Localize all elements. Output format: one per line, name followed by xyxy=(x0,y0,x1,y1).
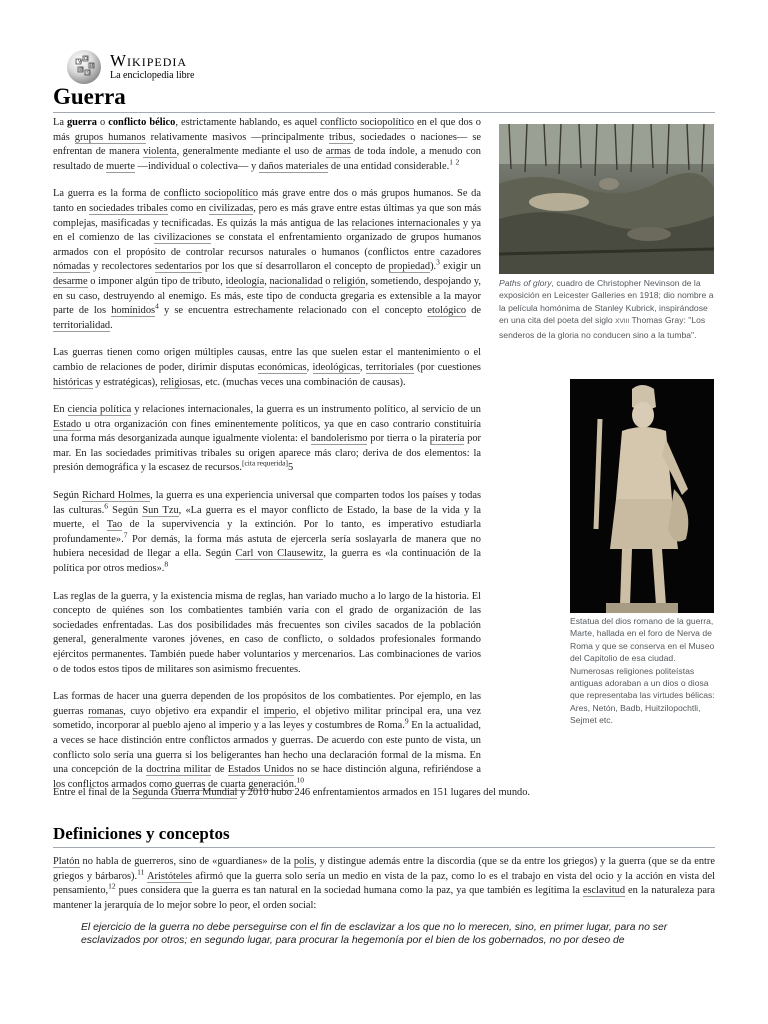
text-run: , el objetivo militar principal era, una vez sometido, incorporar al pueblo ajeno al imperio y a las leyes y costumbres de Roma. xyxy=(53,705,481,732)
text-run: de xyxy=(211,764,228,776)
text-run: y relaciones internacionales, la guerra es un instrumento político, al servicio de un xyxy=(131,404,481,416)
text-run: afirmó que la guerra solo sería un medio en vista de la paz, como lo es el trabajo en vista del ocio y la acción en vista del pensamiento, xyxy=(53,870,716,897)
intro-paragraph xyxy=(53,187,481,333)
intro-paragraph xyxy=(53,403,481,476)
article-link[interactable]: Carl von Clausewitz xyxy=(235,548,324,560)
article-link[interactable]: sedentarios xyxy=(155,261,202,273)
text-run: no se hace distinción alguna, refiriéndose a los conflictos armados como xyxy=(53,764,481,790)
reference-link[interactable]: 4 xyxy=(155,301,159,311)
text-run: En la actualidad, a veces se hace distinción entre conflictos armados y guerras. De acuerdo con este punto de vista, un conflicto solo sería una guerra si los beligerantes han hecho una declaración formal de la misma. En una concepción de la xyxy=(53,720,481,776)
text-run: , xyxy=(306,361,313,373)
article-link[interactable]: religiosas xyxy=(160,376,201,388)
section-definiciones xyxy=(53,855,715,947)
text-run: Las guerras tienen como origen múltiples causas, entre las que suelen estar el mantenimiento o el cambio de relaciones de poder, dirimir disputas xyxy=(53,347,481,373)
article-link[interactable]: ideológicas xyxy=(312,361,360,373)
reference-link[interactable]: 1 xyxy=(449,157,453,167)
text-run: de xyxy=(466,305,482,317)
text-run: Por demás, la forma más astuta de ejercerla sería soslayarla de manera que no hubiera necesidad de llegar a ella. Según xyxy=(53,533,481,560)
text-run: Las reglas de la guerra, y la existencia misma de reglas, han variado mucho a lo largo de la historia. El concepto de quiénes son los combatientes también varía con el grado de organización de las sociedades enfrentadas. Las dos posibilidades más frecuentes son civiles sacados de la población general, generalmente varones jóvenes, en caso de conflicto, o soldados profesionales formando ejércitos permanentes. También puede haber voluntarios y mercenarios. Las combinaciones de varios o de todos estos tipos de militares son asimismo frecuentes. xyxy=(53,590,481,675)
article-link[interactable]: nacionalidad xyxy=(269,275,323,287)
text-run: , «La guerra es el mayor conflicto de Estado, la base de la vida y la muerte, el xyxy=(53,504,481,531)
article-link[interactable]: Huitzilopochtli xyxy=(645,702,699,713)
article-link[interactable]: imperio xyxy=(263,705,296,717)
text-run: de toda índole, a menudo con resultado de xyxy=(53,146,481,172)
text-run: en la naturaleza para mantener la jerarquía de lo mejor sobre lo peor, el orden social: xyxy=(53,885,715,911)
figure-caption xyxy=(570,615,716,727)
text-run: Según xyxy=(107,504,143,516)
article-link[interactable]: Sejmet xyxy=(570,715,597,726)
article-link[interactable]: nómadas xyxy=(53,261,90,273)
text-run: exigir un xyxy=(439,261,481,273)
text-run: se constata el enfrentamiento organizado de grupos humanos armados con el propósito de controlar recursos naturales o humanos (conflictos entre cazadores xyxy=(53,232,481,258)
text-run: , xyxy=(615,702,621,713)
figure-paths-of-glory xyxy=(499,124,714,341)
text-run: Según xyxy=(53,490,82,502)
text-run: por mar. En las sociedades primitivas tribales su origen aparece más claro; deriva de dos elementos: la presión demográfica y la escasez de recursos. xyxy=(53,433,482,474)
text-run: como en xyxy=(167,202,209,214)
wikipedia-tagline: La enciclopedia libre xyxy=(110,70,195,81)
text-run: relativamente masivos —principalmente xyxy=(145,131,330,143)
figure-mars-statue xyxy=(570,379,714,613)
text-run: (por cuestiones xyxy=(413,361,481,373)
article-link[interactable]: Thomas Gray xyxy=(631,315,684,326)
text-run: Entre el final de la xyxy=(53,787,133,798)
intro-paragraph xyxy=(53,690,481,792)
text-run: guerra xyxy=(66,117,97,128)
text-run: antiguas adoraban a un dios o diosa que representaba las virtudes bélicas: xyxy=(570,678,715,701)
text-run: , etc. (muchas veces una combinación de causas). xyxy=(200,376,406,388)
article-link[interactable]: Tao xyxy=(106,519,123,531)
text-run: o xyxy=(322,275,334,287)
text-run: Paths of glory xyxy=(499,278,552,288)
article-link[interactable]: Segunda Guerra Mundial xyxy=(132,787,238,798)
text-run: , la guerra es «la continuación de la política por otros medios». xyxy=(53,548,482,575)
text-run: o imponer algún tipo de tributo, xyxy=(87,275,226,287)
intro-paragraph xyxy=(53,116,481,174)
article-link[interactable]: guerras de cuarta generación xyxy=(174,778,294,790)
text-run: En xyxy=(53,404,68,416)
text-run: , y distingue además entre la discordia (que se da entre los griegos) y la guerra (que se da entre griegos y bárbaros). xyxy=(53,856,715,882)
article-link[interactable]: grupos humanos xyxy=(74,131,146,143)
text-run: u otra organización con fines eminentemente políticos, ya que en caso contrario constituiría una forma más desorganizada aunque igualmente violenta: el xyxy=(53,418,481,445)
article-link[interactable]: Sun Tzu xyxy=(142,504,179,516)
article-link[interactable]: Stanley Kubrick xyxy=(594,302,655,313)
svg-text:И: И xyxy=(90,64,94,69)
intro-column xyxy=(53,116,481,805)
text-run: etc. xyxy=(596,715,613,726)
article-link[interactable]: daños materiales xyxy=(258,160,329,172)
text-run: , inspirándose en una cita del poeta del siglo xyxy=(499,302,708,326)
text-run: de la exposición en Leicester Galleries en 1918; dio nombre a la xyxy=(499,278,714,313)
figure-caption xyxy=(499,277,714,341)
reference-link[interactable]: 2 xyxy=(455,157,460,167)
article-link[interactable]: desarme xyxy=(53,275,88,287)
reference-link[interactable]: 6 xyxy=(104,501,108,511)
article-link[interactable]: propiedad xyxy=(388,261,431,273)
intro-paragraph xyxy=(53,489,481,577)
article-link[interactable]: muerte xyxy=(106,160,135,172)
reference-link[interactable]: 11 xyxy=(137,867,145,877)
article-link[interactable]: ideología xyxy=(225,275,265,287)
text-run: La guerra es la forma de xyxy=(53,188,164,200)
text-run: y que se conserva en el Museo del Capitolio de esa ciudad. Numerosas religiones xyxy=(570,640,715,676)
text-run: de una entidad considerable. xyxy=(328,160,450,172)
text-run: no habla de guerreros, sino de «guardianes» de la xyxy=(79,856,294,867)
wikipedia-logo[interactable] xyxy=(67,50,207,84)
closing-paragraph xyxy=(53,786,715,801)
text-run: , generalmente mediante el uso de xyxy=(176,146,326,158)
text-run: y se encuentra estrechamente relacionado con el concepto xyxy=(158,305,428,317)
reference-link[interactable]: 9 xyxy=(404,716,409,726)
article-link[interactable]: romanas xyxy=(88,705,124,717)
aristotle-quote: El ejercicio de la guerra no debe perseguirse con el fin de esclavizar a los que no lo merecen, sino, en primer lugar, para no ser esclavizados por otros; en segundo lugar, para procurar la hegemonía por el bien de los gobernados, no por deseo de xyxy=(81,922,668,947)
text-run: más grave entre dos o más grupos humanos. Se da tanto en xyxy=(53,188,481,214)
article-link[interactable]: violenta xyxy=(143,146,177,158)
mars-statue-photo[interactable] xyxy=(570,379,714,613)
article-link[interactable]: bandolerismo xyxy=(310,433,368,445)
text-run: La xyxy=(53,117,67,128)
svg-text:Ω: Ω xyxy=(84,57,88,62)
text-run: Las formas de hacer una guerra dependen de los propósitos de los combatientes. Por ejemplo, en las guerras xyxy=(53,691,481,717)
article-link[interactable]: doctrina militar xyxy=(146,764,212,776)
article-link[interactable]: relaciones internacionales xyxy=(351,217,460,229)
article-link[interactable]: territoriales xyxy=(365,361,414,373)
text-run: , xyxy=(264,275,270,287)
article-link[interactable]: Estado xyxy=(53,418,82,430)
article-link[interactable]: Ares xyxy=(570,702,588,713)
article-link[interactable]: polis xyxy=(293,856,315,867)
text-run: , la guerra es una experiencia universal que comparten todos los países y todas las culturas. xyxy=(53,490,481,516)
text-run: conflicto bélico xyxy=(108,117,176,128)
text-run: XVIII xyxy=(615,318,630,326)
text-run: en el que dos o más xyxy=(53,117,481,143)
reference-link[interactable]: 3 xyxy=(436,257,440,267)
text-run: , xyxy=(587,702,593,713)
article-link[interactable]: armas xyxy=(325,146,351,158)
article-link[interactable]: Estados Unidos xyxy=(227,764,294,776)
article-link[interactable]: Platón xyxy=(53,856,80,867)
article-link[interactable]: homínidos xyxy=(111,305,156,317)
article-link[interactable]: Marte xyxy=(570,628,592,639)
intro-paragraph xyxy=(53,346,481,390)
wikipedia-wordmark: Wikipedia xyxy=(110,51,188,70)
article-link[interactable]: Roma xyxy=(570,640,593,651)
article-link[interactable]: película homónima xyxy=(508,302,581,313)
text-run: Estatua del dios romano de la guerra, xyxy=(570,616,714,626)
section-heading: Definiciones y conceptos xyxy=(53,824,715,848)
text-run: pues considera que la guerra es tan natural en la sociedad humana como la paz, ya que también es legítima la xyxy=(115,885,583,897)
text-run: por los que sí desarrollaron el concepto de xyxy=(201,261,389,273)
reference-link[interactable]: 7 xyxy=(123,530,128,540)
svg-text:ウ: ウ xyxy=(86,71,92,76)
page-title: Guerra xyxy=(53,84,715,113)
text-run: 5 xyxy=(287,462,294,474)
text-run: , cuadro de xyxy=(551,278,597,288)
article-link[interactable]: históricas xyxy=(53,376,93,388)
text-run: por tierra o la xyxy=(367,433,430,445)
article-link[interactable]: conflicto sociopolítico xyxy=(163,188,259,200)
article-link[interactable]: territorialidad xyxy=(53,319,111,331)
text-run: de la supervivencia y la extinción. Por lo tanto, es imperativo estudiarla profundamente». xyxy=(53,519,482,545)
article-link[interactable]: civilizaciones xyxy=(154,232,212,244)
article-link[interactable]: tribus xyxy=(329,131,353,143)
article-link[interactable]: piratería xyxy=(429,433,465,445)
article-link[interactable]: sociedades tribales xyxy=(89,202,168,214)
text-run: , xyxy=(640,702,646,713)
text-run: , sociedades o naciones— se enfrentan de manera xyxy=(53,131,482,158)
wikipedia-globe-icon xyxy=(67,50,101,84)
article-link[interactable]: politeístas xyxy=(655,665,695,676)
text-run: , sometiendo, despojando y, en su caso, destruyendo al enemigo. Es más, este tipo de conducta gregaria es extensible a la mayor parte de los xyxy=(53,275,481,317)
text-run: . xyxy=(110,319,113,331)
text-run: : "Los senderos de la gloria no conducen sino a la tumba". xyxy=(499,315,706,340)
text-run: , hallada en el xyxy=(591,628,648,639)
article-link[interactable]: Badb xyxy=(620,702,641,713)
section-paragraph xyxy=(53,855,715,913)
article-link[interactable]: esclavitud xyxy=(582,885,626,897)
text-run: y ya en el comienzo de las xyxy=(53,217,482,244)
article-link[interactable]: foro de Nerva xyxy=(647,628,700,639)
intro-paragraph xyxy=(53,590,481,678)
text-run: , estrictamente hablando, es aquel xyxy=(175,117,321,128)
text-run: ). xyxy=(430,261,437,273)
article-link[interactable]: conflicto sociopolítico xyxy=(320,117,414,128)
text-run: , cuyo objetivo era expandir el xyxy=(123,705,264,717)
text-run: y estratégicas), xyxy=(92,376,161,388)
reference-link[interactable]: 12 xyxy=(108,881,116,891)
article-link[interactable]: Richard Holmes xyxy=(81,490,151,502)
text-run: de xyxy=(580,302,595,313)
reference-link[interactable]: [cita requerida] xyxy=(241,459,288,468)
text-run: y recolectores xyxy=(89,261,156,273)
text-run: , xyxy=(698,702,701,713)
text-run: de xyxy=(699,628,712,639)
article-link[interactable]: Aristóteles xyxy=(147,870,193,882)
svg-text:維: 維 xyxy=(79,68,85,73)
text-run: . xyxy=(293,778,297,790)
text-run: , pero es más grave entre estas últimas ya que son más complejas, masificadas y tecnificadas. Es quizás la más antigua de las xyxy=(53,202,481,229)
article-link[interactable]: ciencia política xyxy=(67,404,132,416)
text-run: , xyxy=(359,361,366,373)
article-link[interactable]: religión xyxy=(333,275,366,287)
reference-link[interactable]: 8 xyxy=(164,559,169,569)
article-link[interactable]: Christopher Nevinson xyxy=(596,278,680,288)
article-link[interactable]: civilizadas xyxy=(208,202,254,214)
text-run: o xyxy=(97,117,109,128)
article-link[interactable]: Netón xyxy=(592,702,616,713)
reference-link[interactable]: 10 xyxy=(296,775,305,785)
text-run: —individual o colectiva— y xyxy=(134,160,259,172)
article-link[interactable]: económicas xyxy=(257,361,307,373)
text-run: y 2010 hubo 246 enfrentamientos armados en 151 lugares del mundo. xyxy=(237,787,530,798)
svg-text:W: W xyxy=(78,60,83,65)
paths-of-glory-painting[interactable] xyxy=(499,124,714,274)
article-link[interactable]: etológico xyxy=(427,305,467,317)
